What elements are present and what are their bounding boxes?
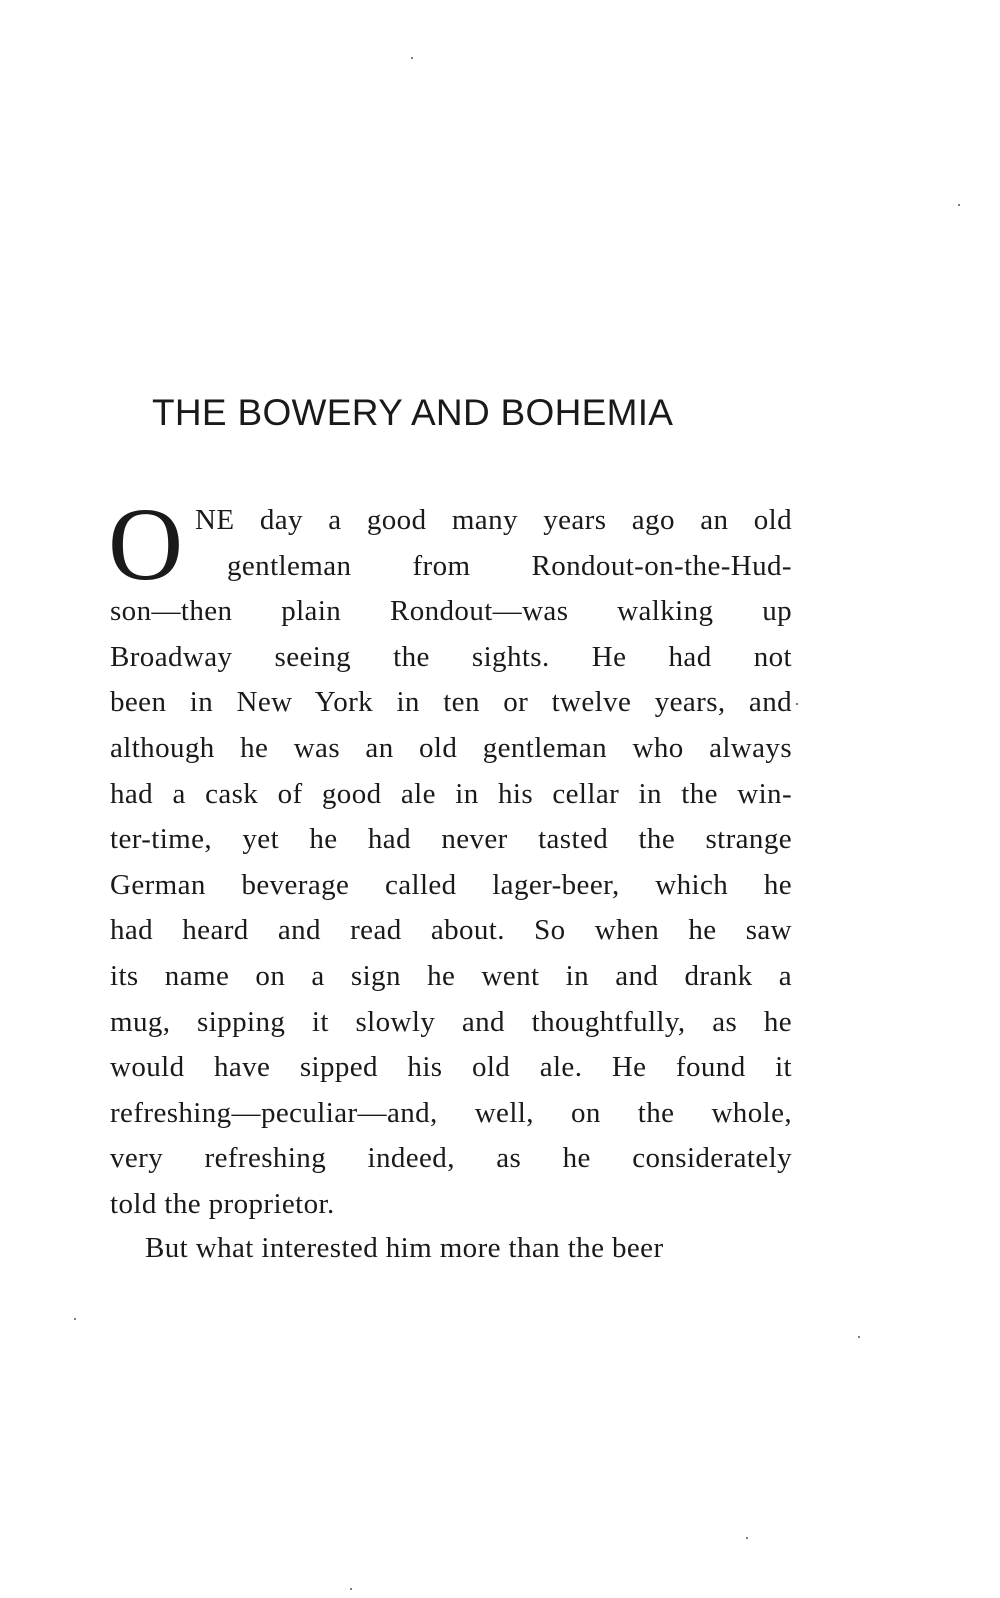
text-line: had heard and read about. So when he saw — [110, 914, 792, 947]
text-line: son—then plain Rondout—was walking up — [110, 595, 792, 628]
text-line: had a cask of good ale in his cellar in the win- — [110, 777, 792, 810]
text-line: Broadway seeing the sights. He had not — [110, 640, 792, 673]
paragraph-2 — [110, 1226, 792, 1272]
text-line: would have sipped his old ale. He found it — [110, 1051, 792, 1084]
text-line: refreshing—peculiar—and, well, on the whole, — [110, 1096, 792, 1129]
text-line: mug, sipping it slowly and thoughtfully, as he — [110, 1005, 792, 1038]
text-line: But what interested him more than the beer — [145, 1232, 664, 1264]
text-line: NE day a good many years ago an old — [195, 504, 792, 536]
text-line: ter-time, yet he had never tasted the strange — [110, 823, 792, 856]
scan-speck — [746, 1537, 748, 1539]
paragraph-1 — [108, 487, 792, 1228]
drop-cap: O — [108, 487, 184, 602]
text-line: told the proprietor. — [110, 1187, 335, 1220]
scan-speck — [411, 57, 413, 59]
text-line: although he was an old gentleman who always — [110, 731, 792, 764]
scan-speck — [858, 1336, 860, 1338]
text-line: very refreshing indeed, as he considerately — [110, 1142, 792, 1175]
scan-speck — [350, 1588, 352, 1590]
scan-speck — [74, 1318, 76, 1320]
text-line: gentleman from Rondout-on-the-Hud- — [227, 549, 792, 582]
text-line: German beverage called lager-beer, which he — [110, 868, 792, 901]
text-line: its name on a sign he went in and drank a — [110, 959, 792, 992]
scan-speck — [796, 703, 798, 705]
text-line: been in New York in ten or twelve years, and — [110, 686, 792, 719]
scan-speck — [958, 204, 960, 206]
chapter-title: THE BOWERY AND BOHEMIA — [152, 392, 674, 433]
